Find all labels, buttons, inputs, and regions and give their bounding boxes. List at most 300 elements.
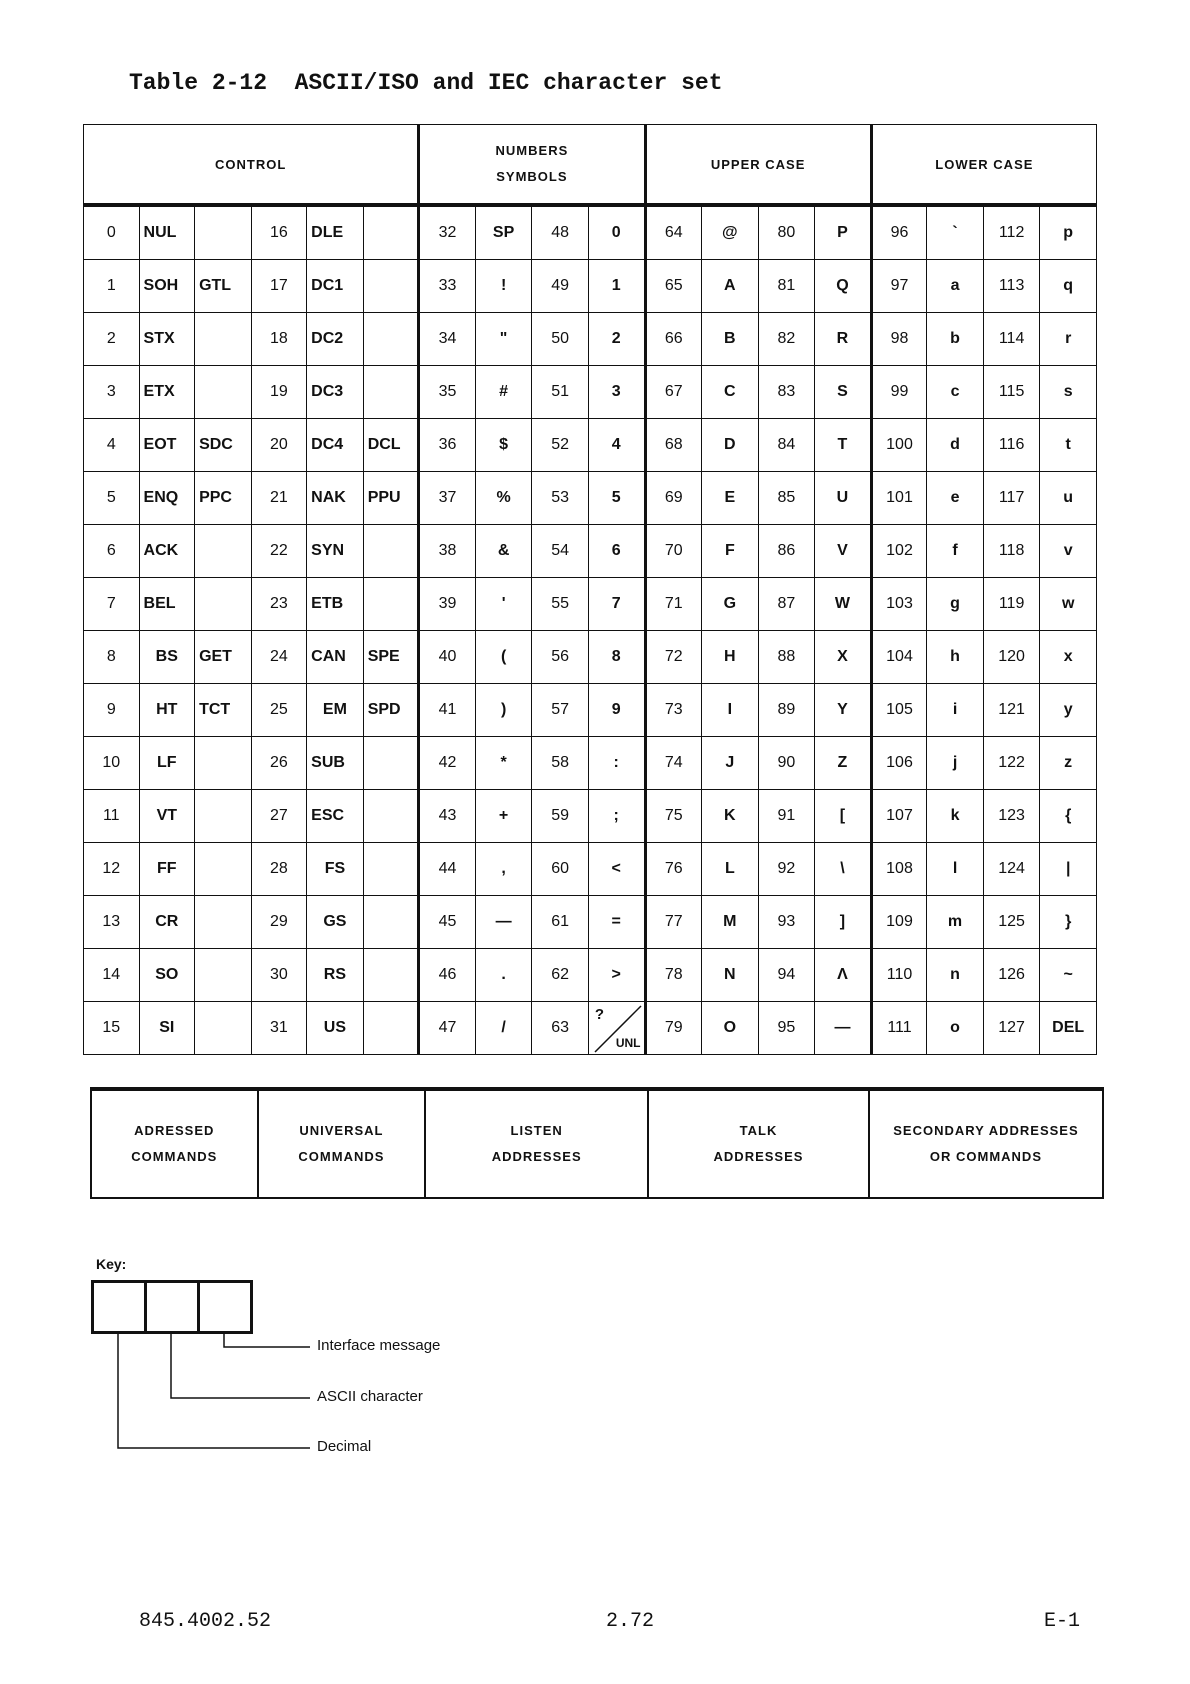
cell-interface: GET: [195, 631, 252, 684]
cell-upper-char: P: [815, 205, 872, 260]
group-label-line: UNIVERSAL: [299, 1123, 384, 1138]
cell-control: DC1: [307, 260, 364, 313]
cell-decimal: 55: [532, 578, 589, 631]
cell-interface: GTL: [195, 260, 252, 313]
cell-control: HT: [139, 684, 195, 737]
cell-symbol: SP: [475, 205, 532, 260]
cell-decimal: 101: [871, 472, 927, 525]
cell-decimal: 108: [871, 843, 927, 896]
cell-control: DC2: [307, 313, 364, 366]
cell-control: LF: [139, 737, 195, 790]
cell-decimal: 58: [532, 737, 589, 790]
cell-upper-char: \: [815, 843, 872, 896]
cell-decimal: 15: [84, 1002, 140, 1055]
table-row: [84, 1002, 1097, 1055]
cell-decimal: 86: [758, 525, 815, 578]
cell-decimal: 119: [983, 578, 1040, 631]
cell-interface: [363, 1002, 419, 1055]
cell-digit: >: [588, 949, 645, 1002]
cell-decimal: 47: [419, 1002, 476, 1055]
cell-symbol: .: [475, 949, 532, 1002]
cell-decimal: 34: [419, 313, 476, 366]
cell-upper-char: M: [702, 896, 759, 949]
cell-decimal: 37: [419, 472, 476, 525]
cell-decimal: 13: [84, 896, 140, 949]
table-row: [84, 790, 1097, 843]
cell-interface: [363, 525, 419, 578]
cell-decimal: 106: [871, 737, 927, 790]
cell-control: RS: [307, 949, 364, 1002]
table-row: [84, 205, 1097, 260]
cell-decimal: 69: [645, 472, 702, 525]
table-row: [84, 525, 1097, 578]
cell-decimal: 98: [871, 313, 927, 366]
table-row: [84, 949, 1097, 1002]
cell-symbol: *: [475, 737, 532, 790]
cell-decimal: 43: [419, 790, 476, 843]
cell-decimal: 30: [251, 949, 307, 1002]
group-label-line: OR COMMANDS: [929, 1149, 1042, 1164]
cell-decimal: 7: [84, 578, 140, 631]
group-label-line: SECONDARY ADDRESSES: [893, 1123, 1079, 1138]
cell-lower-char: DEL: [1040, 1002, 1097, 1055]
cell-decimal: 48: [532, 205, 589, 260]
cell-decimal: 121: [983, 684, 1040, 737]
cell-decimal: 44: [419, 843, 476, 896]
cell-interface: PPU: [363, 472, 419, 525]
cell-lower-char: l: [927, 843, 984, 896]
cell-decimal: 10: [84, 737, 140, 790]
cell-digit: 2: [588, 313, 645, 366]
cell-upper-char: C: [702, 366, 759, 419]
cell-control: ENQ: [139, 472, 195, 525]
cell-decimal: 50: [532, 313, 589, 366]
cell-lower-char: g: [927, 578, 984, 631]
cell-decimal: 75: [645, 790, 702, 843]
table-row: [84, 366, 1097, 419]
cell-decimal: 105: [871, 684, 927, 737]
cell-decimal: 120: [983, 631, 1040, 684]
cell-control: BS: [139, 631, 195, 684]
cell-decimal: 81: [758, 260, 815, 313]
cell-upper-char: L: [702, 843, 759, 896]
cell-lower-char: o: [927, 1002, 984, 1055]
cell-lower-char: z: [1040, 737, 1097, 790]
cell-decimal: 40: [419, 631, 476, 684]
cell-lower-char: w: [1040, 578, 1097, 631]
cell-decimal: 103: [871, 578, 927, 631]
cell-interface: [363, 205, 419, 260]
cell-lower-char: c: [927, 366, 984, 419]
table-row: [84, 578, 1097, 631]
cell-control: EM: [307, 684, 364, 737]
cell-decimal: 104: [871, 631, 927, 684]
cell-decimal: 61: [532, 896, 589, 949]
cell-decimal: 66: [645, 313, 702, 366]
cell-decimal: 91: [758, 790, 815, 843]
cell-digit: 7: [588, 578, 645, 631]
cell-digit: ;: [588, 790, 645, 843]
cell-symbol: ): [475, 684, 532, 737]
cell-decimal: 92: [758, 843, 815, 896]
cell-upper-char: I: [702, 684, 759, 737]
cell-control: CR: [139, 896, 195, 949]
cell-decimal: 17: [251, 260, 307, 313]
cell-control: NUL: [139, 205, 195, 260]
key-box-interface: [197, 1280, 253, 1334]
cell-upper-char: N: [702, 949, 759, 1002]
cell-decimal: 80: [758, 205, 815, 260]
cell-digit: <: [588, 843, 645, 896]
header-numbers-symbols: [419, 125, 645, 206]
cell-decimal: 71: [645, 578, 702, 631]
cell-decimal: 45: [419, 896, 476, 949]
cell-digit: :: [588, 737, 645, 790]
cell-decimal: 6: [84, 525, 140, 578]
table-title: Table 2-12 ASCII/ISO and IEC character set: [129, 70, 723, 96]
cell-decimal: 49: [532, 260, 589, 313]
cell-control: BEL: [139, 578, 195, 631]
cell-decimal: 112: [983, 205, 1040, 260]
cell-upper-char: H: [702, 631, 759, 684]
cell-interface: [195, 578, 252, 631]
cell-decimal: 85: [758, 472, 815, 525]
cell-control: VT: [139, 790, 195, 843]
header-upper-case: UPPER CASE: [645, 125, 871, 206]
question-mark: ?: [594, 1006, 605, 1023]
cell-decimal: 125: [983, 896, 1040, 949]
cell-digit: 1: [588, 260, 645, 313]
cell-decimal: 76: [645, 843, 702, 896]
cell-decimal: 2: [84, 313, 140, 366]
cell-lower-char: x: [1040, 631, 1097, 684]
cell-decimal: 14: [84, 949, 140, 1002]
cell-control: FS: [307, 843, 364, 896]
table-row: [84, 684, 1097, 737]
key-interface-message: Interface message: [317, 1337, 441, 1354]
cell-lower-char: m: [927, 896, 984, 949]
cell-interface: [363, 313, 419, 366]
cell-decimal: 29: [251, 896, 307, 949]
cell-control: CAN: [307, 631, 364, 684]
cell-decimal: 39: [419, 578, 476, 631]
cell-control: SI: [139, 1002, 195, 1055]
cell-decimal: 95: [758, 1002, 815, 1055]
cell-decimal: 94: [758, 949, 815, 1002]
cell-decimal: 118: [983, 525, 1040, 578]
cell-interface: [195, 205, 252, 260]
cell-lower-char: s: [1040, 366, 1097, 419]
cell-decimal: 18: [251, 313, 307, 366]
cell-decimal: 113: [983, 260, 1040, 313]
key-box-decimal: [91, 1280, 147, 1334]
cell-upper-char: U: [815, 472, 872, 525]
cell-interface: [195, 525, 252, 578]
cell-upper-char: F: [702, 525, 759, 578]
cell-upper-char: S: [815, 366, 872, 419]
key-box-ascii: [144, 1280, 200, 1334]
cell-interface: [363, 578, 419, 631]
cell-decimal: 41: [419, 684, 476, 737]
cell-decimal: 12: [84, 843, 140, 896]
cell-upper-char: Λ: [815, 949, 872, 1002]
cell-interface: [195, 949, 252, 1002]
group-secondary-addresses: [869, 1089, 1103, 1198]
cell-lower-char: ~: [1040, 949, 1097, 1002]
cell-decimal: 9: [84, 684, 140, 737]
cell-lower-char: `: [927, 205, 984, 260]
cell-decimal: 116: [983, 419, 1040, 472]
group-universal-commands: [258, 1089, 426, 1198]
cell-decimal: 25: [251, 684, 307, 737]
table-row: [84, 631, 1097, 684]
address-groups-row: [91, 1089, 1103, 1198]
revision-number: 2.72: [606, 1610, 655, 1633]
group-label-line: ADRESSED: [134, 1123, 215, 1138]
cell-symbol: ,: [475, 843, 532, 896]
cell-lower-char: j: [927, 737, 984, 790]
cell-interface: DCL: [363, 419, 419, 472]
cell-symbol: —: [475, 896, 532, 949]
cell-control: GS: [307, 896, 364, 949]
cell-decimal: 35: [419, 366, 476, 419]
cell-decimal: 84: [758, 419, 815, 472]
cell-interface: [363, 737, 419, 790]
group-label-line: COMMANDS: [131, 1149, 218, 1164]
cell-decimal: 102: [871, 525, 927, 578]
cell-symbol: %: [475, 472, 532, 525]
cell-decimal: 57: [532, 684, 589, 737]
cell-lower-char: u: [1040, 472, 1097, 525]
cell-decimal: 93: [758, 896, 815, 949]
cell-decimal: 60: [532, 843, 589, 896]
cell-control: DC4: [307, 419, 364, 472]
cell-decimal: 107: [871, 790, 927, 843]
cell-lower-char: v: [1040, 525, 1097, 578]
cell-decimal: 63: [532, 1002, 589, 1055]
table-row: [84, 843, 1097, 896]
cell-decimal: 82: [758, 313, 815, 366]
cell-symbol: /: [475, 1002, 532, 1055]
cell-decimal: 22: [251, 525, 307, 578]
cell-decimal: 123: [983, 790, 1040, 843]
cell-upper-char: B: [702, 313, 759, 366]
key-ascii-character: ASCII character: [317, 1388, 423, 1405]
cell-decimal: 88: [758, 631, 815, 684]
cell-decimal: 21: [251, 472, 307, 525]
cell-upper-char: T: [815, 419, 872, 472]
cell-digit: 5: [588, 472, 645, 525]
cell-interface: SPD: [363, 684, 419, 737]
cell-upper-char: O: [702, 1002, 759, 1055]
cell-interface: [363, 790, 419, 843]
cell-decimal: 78: [645, 949, 702, 1002]
cell-decimal: 3: [84, 366, 140, 419]
cell-decimal: 8: [84, 631, 140, 684]
cell-decimal: 74: [645, 737, 702, 790]
cell-interface: [363, 366, 419, 419]
cell-decimal: 31: [251, 1002, 307, 1055]
cell-control: SYN: [307, 525, 364, 578]
cell-decimal: 65: [645, 260, 702, 313]
group-label-line: COMMANDS: [298, 1149, 385, 1164]
cell-decimal: 26: [251, 737, 307, 790]
cell-decimal: 90: [758, 737, 815, 790]
cell-interface: [363, 896, 419, 949]
cell-digit: 0: [588, 205, 645, 260]
cell-control: EOT: [139, 419, 195, 472]
cell-control: DC3: [307, 366, 364, 419]
cell-decimal: 110: [871, 949, 927, 1002]
cell-decimal: 87: [758, 578, 815, 631]
cell-decimal: 73: [645, 684, 702, 737]
cell-decimal: 46: [419, 949, 476, 1002]
document-number: 845.4002.52: [139, 1610, 272, 1633]
cell-decimal: 127: [983, 1002, 1040, 1055]
cell-decimal: 70: [645, 525, 702, 578]
group-listen-addresses: [425, 1089, 648, 1198]
cell-control: SUB: [307, 737, 364, 790]
cell-lower-char: a: [927, 260, 984, 313]
cell-upper-char: Q: [815, 260, 872, 313]
cell-lower-char: e: [927, 472, 984, 525]
cell-decimal: 42: [419, 737, 476, 790]
cell-interface: [195, 737, 252, 790]
cell-upper-char: @: [702, 205, 759, 260]
cell-lower-char: n: [927, 949, 984, 1002]
table-row: [84, 419, 1097, 472]
cell-decimal: 32: [419, 205, 476, 260]
cell-decimal: 115: [983, 366, 1040, 419]
cell-decimal: 79: [645, 1002, 702, 1055]
cell-upper-char: [: [815, 790, 872, 843]
cell-decimal: 4: [84, 419, 140, 472]
cell-decimal: 64: [645, 205, 702, 260]
header-control: CONTROL: [84, 125, 419, 206]
address-groups-table: [90, 1087, 1104, 1199]
table-row: [84, 472, 1097, 525]
cell-lower-char: p: [1040, 205, 1097, 260]
cell-symbol: ': [475, 578, 532, 631]
cell-decimal: 77: [645, 896, 702, 949]
cell-decimal: 36: [419, 419, 476, 472]
cell-decimal: 114: [983, 313, 1040, 366]
cell-lower-char: b: [927, 313, 984, 366]
cell-upper-char: D: [702, 419, 759, 472]
cell-decimal: 68: [645, 419, 702, 472]
table-row: [84, 737, 1097, 790]
cell-decimal: 72: [645, 631, 702, 684]
cell-control: ETX: [139, 366, 195, 419]
cell-interface: SDC: [195, 419, 252, 472]
cell-decimal: 124: [983, 843, 1040, 896]
cell-decimal: 54: [532, 525, 589, 578]
cell-decimal: 24: [251, 631, 307, 684]
cell-lower-char: f: [927, 525, 984, 578]
cell-interface: [195, 313, 252, 366]
page-number: E-1: [1044, 1610, 1081, 1633]
cell-decimal: 83: [758, 366, 815, 419]
cell-decimal: 126: [983, 949, 1040, 1002]
cell-interface: [195, 843, 252, 896]
cell-interface: SPE: [363, 631, 419, 684]
cell-decimal: 52: [532, 419, 589, 472]
table-row: [84, 896, 1097, 949]
cell-upper-char: W: [815, 578, 872, 631]
cell-decimal: 51: [532, 366, 589, 419]
cell-decimal: 109: [871, 896, 927, 949]
table-row: [84, 260, 1097, 313]
cell-interface: [363, 843, 419, 896]
cell-digit: 8: [588, 631, 645, 684]
cell-lower-char: i: [927, 684, 984, 737]
cell-decimal: 23: [251, 578, 307, 631]
cell-lower-char: h: [927, 631, 984, 684]
cell-question-unl: [588, 1002, 645, 1055]
cell-lower-char: y: [1040, 684, 1097, 737]
cell-control: DLE: [307, 205, 364, 260]
cell-upper-char: Y: [815, 684, 872, 737]
cell-interface: [195, 790, 252, 843]
cell-lower-char: |: [1040, 843, 1097, 896]
cell-upper-char: X: [815, 631, 872, 684]
cell-decimal: 122: [983, 737, 1040, 790]
cell-decimal: 89: [758, 684, 815, 737]
cell-symbol: +: [475, 790, 532, 843]
cell-upper-char: R: [815, 313, 872, 366]
cell-lower-char: t: [1040, 419, 1097, 472]
cell-upper-char: Z: [815, 737, 872, 790]
table-header-row: [84, 125, 1097, 206]
cell-decimal: 111: [871, 1002, 927, 1055]
cell-decimal: 99: [871, 366, 927, 419]
cell-decimal: 97: [871, 260, 927, 313]
cell-lower-char: r: [1040, 313, 1097, 366]
cell-control: US: [307, 1002, 364, 1055]
cell-control: FF: [139, 843, 195, 896]
cell-decimal: 1: [84, 260, 140, 313]
cell-decimal: 117: [983, 472, 1040, 525]
cell-interface: [195, 896, 252, 949]
cell-upper-char: ]: [815, 896, 872, 949]
cell-digit: 3: [588, 366, 645, 419]
cell-upper-char: A: [702, 260, 759, 313]
cell-control: ETB: [307, 578, 364, 631]
cell-decimal: 27: [251, 790, 307, 843]
cell-decimal: 59: [532, 790, 589, 843]
cell-decimal: 62: [532, 949, 589, 1002]
key-label: Key:: [96, 1256, 127, 1272]
cell-interface: [195, 366, 252, 419]
cell-symbol: !: [475, 260, 532, 313]
cell-decimal: 16: [251, 205, 307, 260]
cell-symbol: &: [475, 525, 532, 578]
cell-lower-char: {: [1040, 790, 1097, 843]
cell-control: STX: [139, 313, 195, 366]
cell-interface: PPC: [195, 472, 252, 525]
cell-control: ACK: [139, 525, 195, 578]
cell-interface: TCT: [195, 684, 252, 737]
cell-lower-char: k: [927, 790, 984, 843]
cell-decimal: 53: [532, 472, 589, 525]
cell-decimal: 5: [84, 472, 140, 525]
header-lower-case: LOWER CASE: [871, 125, 1096, 206]
cell-control: SOH: [139, 260, 195, 313]
character-set-table: [83, 124, 1097, 1055]
group-label-line: LISTEN: [510, 1123, 563, 1138]
cell-decimal: 0: [84, 205, 140, 260]
cell-digit: 4: [588, 419, 645, 472]
